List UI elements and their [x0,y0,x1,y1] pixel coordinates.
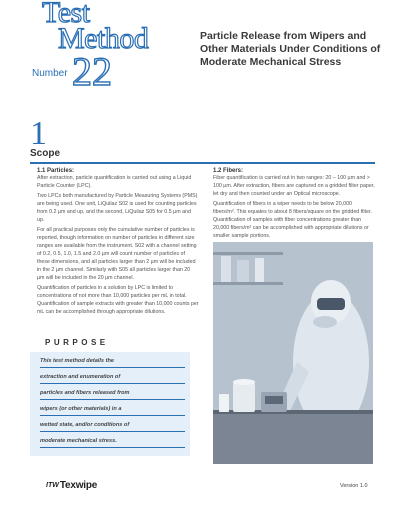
fibers-paragraph: Fiber quantification is carried out in two ranges: 20 – 100 µm and > 100 µm. After extraction, fibers are captured on a gridded filter paper, let dry and then counted under an Optical microscope. [213,175,375,197]
particles-heading: 1.1 Particles: [37,168,75,174]
purpose-line: This test method details the [40,358,185,368]
purpose-line: wipers (or other materials) in a [40,406,185,416]
particles-paragraph: Two LPCs both manufactured by Particle Measuring Systems (PMS) are being used. One unit, LiQuilaz S02 is used for counting particles from 0.2 µm and up, and the second, LiQuilaz S05 for 0.5 µm and up. [37,193,198,223]
section-title: Scope [30,148,61,159]
fibers-paragraph: Quantification of fibers in a wiper needs to be below 20,000 fibers/m². This equates to about 8 fibers/square on the gridded filter. Quantification of samples with fiber concentrations greater than 20,000 fibers/m² can be accomplished with appropriate dilutions or smaller sample portions. [213,201,372,239]
cleanroom-photo [213,242,373,464]
itw-mark: ITW [46,482,59,489]
purpose-line: extraction and enumeration of [40,374,185,384]
fibers-column [213,168,375,242]
purpose-box [30,352,190,456]
purpose-line: particles and fibers released from [40,390,185,400]
texwipe-logo [46,480,97,491]
section-number: 1 [30,115,47,152]
document-title-line: Moderate Mechanical Stress [200,56,342,68]
document-title [200,30,390,69]
particles-paragraph: Quantification of particles in a solution by LPC is limited to concentrations of not more than 10,000 particles per mL in total. Quantification of sample extracts with greater than 10,000 counts per mL can be accomplished through appropriate dilutions. [37,285,199,315]
particles-paragraph: After extraction, particle quantification is carried out using a Liquid Particle Counter (LPC). [37,175,192,189]
document-title-line: Particle Release from Wipers and [200,30,367,42]
document-title-line: Other Materials Under Conditions of [200,43,381,55]
purpose-line: moderate mechanical stress. [40,438,185,448]
fibers-heading: 1.2 Fibers: [213,168,244,174]
particles-column [37,168,199,318]
texwipe-wordmark: Texwipe [59,480,98,491]
logo-test-word: Test [42,0,90,29]
purpose-heading: PURPOSE [45,338,109,347]
logo-method-word: Method [58,22,149,55]
particles-paragraph: For all practical purposes only the cumulative number of particles is reported, though information on number of particles in different size ranges are available from the instrument. S02 with a channel setting of 0.2, 0.5, 1.0, 1.5 and 2.0 µm will count number of particles of these dimensions, and all particles larger than 2 µm will be included in the 2 µm channel. Similarly with S05 all particles larger than 20 µm will be included in the 20 µm channel. [37,227,197,281]
logo-test-number: 22 [72,49,112,94]
logo-number-label: Number [32,68,68,79]
purpose-line: wetted state, and/or conditions of [40,422,185,432]
version-label: Version 1.0 [340,483,368,489]
section-divider [30,162,375,164]
